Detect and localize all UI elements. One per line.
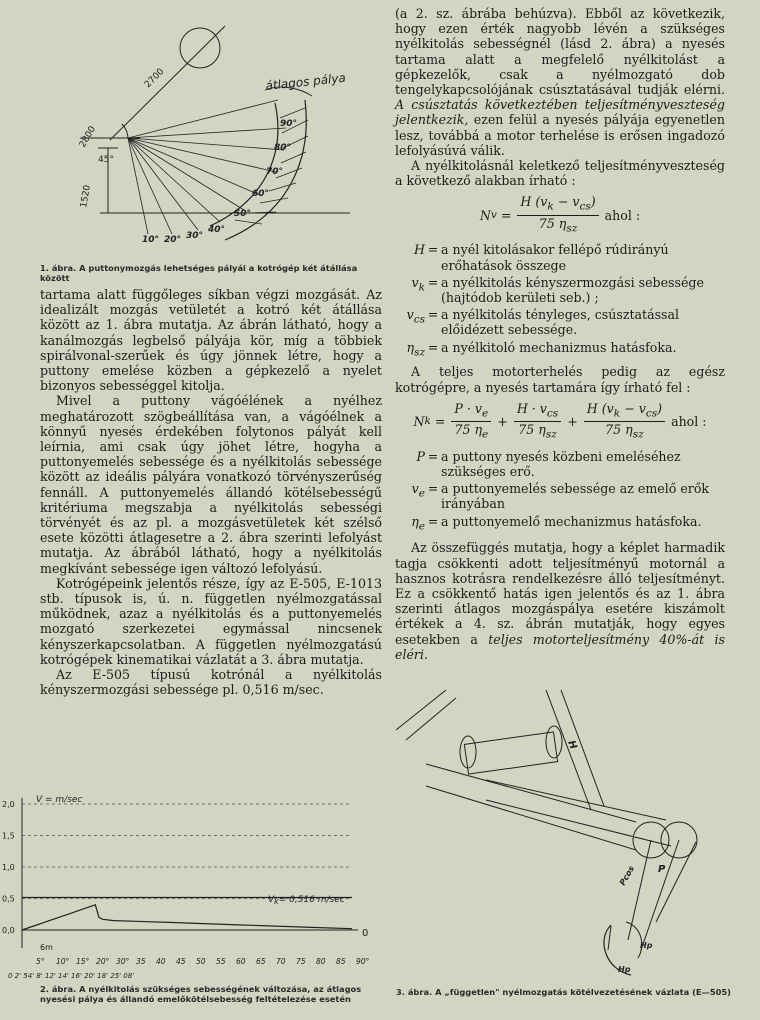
x-tick-label: 60 (236, 957, 246, 966)
angle-20: 20° (164, 235, 182, 245)
label-p: P (658, 864, 666, 875)
x-tick-label: 20° (96, 957, 110, 966)
zero-label: 0 (362, 928, 369, 939)
equation-nk: N k = $\frac{P \cdot v_e}{75 \eta_e}$ + $\frac{H \cdot v_{cs}}{75 \eta_{sz}}$ + $\frac{H (v_k - v_{cs})}{75 \eta_{sz}}$ ahol : (413, 400, 707, 441)
dim-2800: 2800 (77, 124, 99, 150)
angle-50: 50° (234, 209, 252, 219)
x-tick-label: 10° (56, 957, 70, 966)
label-hp-2: Hp (618, 965, 631, 974)
angle-80: 80° (274, 143, 292, 153)
left-paragraph: Mivel a puttony vágóélének a nyélhez meghatározott szögbeállítása van, a vágóélnek a könnyű nyesés érdekében folytonos pályát kell leírnia, ami csak úgy jöhet létre, hogyha a puttonyemelés sebessége és a nyélkitolás sebessége között az ideális pályára vonatkozó törvényszerűség fennáll. A puttonyemelés állandó kötélsebességű kritériuma megszabja a nyélkitolás sebességi törvényét és az pl. a mozgásvetületek két szélső esete közötti átlagesetre a 2. ábra szerinti lefolyást mutatja. Az ábrából látható, hogy a nyélkitolás megkívánt sebessége igen változó lefolyású. (40, 393, 382, 576)
definition-row: $\eta_{sz}$ = a nyélkitoló mechanizmus hatásfoka. (406, 339, 677, 359)
x-tick-label: 75 (296, 957, 306, 966)
definition-row: P = a puttony nyesés közbeni emeléséhez szükséges erő. (416, 448, 681, 480)
label-hp-1: Hp (640, 941, 653, 950)
hoist-drum (464, 732, 557, 774)
right-paragraph-2: A nyélkitolásnál keletkező teljesítményveszteség a következő alakban írható : (395, 158, 725, 189)
figure2-caption: 2. ábra. A nyélkitolás szükséges sebességének változása, az átlagos nyesési pálya és állandó emelőkötélsebesség feltételezése esetén (40, 984, 362, 1004)
figure2-chart (0, 790, 392, 982)
x-tick-label: 55 (216, 957, 226, 966)
angle-45: 45° (98, 155, 114, 165)
x-tick-label: 35 (136, 957, 146, 966)
y-axis-label: V = m/sec (36, 795, 83, 805)
required-speed-line (22, 905, 352, 930)
angle-70: 70° (266, 167, 284, 177)
x-tick-label: 30° (116, 957, 130, 966)
right-paragraph-1: (a 2. sz. ábrába behúzva). Ebből az következik, hogy ezen érték nagyobb lévén a szükséges nyélkitolás sebességnél (lásd 2. ábra) a nyesés tartama alatt a megfelelő nyélkitolást a gépkezelők, csak a nyélmozgató dob tengelykapcsolójának csúsztatásával tudják elérni. A csúsztatás következtében teljesítményveszteség jelentkezik, ezen felül a nyesés pályája egyenetlen lesz, továbbá a motor terhelése is erősen ingadozó lefolyásúvá válik. (395, 6, 725, 158)
right-paragraph-3: A teljes motorterhelés pedig az egész kotrógépre, a nyesés tartamára így írható fel : (395, 364, 725, 395)
angle-30: 30° (186, 231, 204, 241)
label-pcos: Pcos (617, 864, 637, 887)
y-tick-label: 1,5 (2, 831, 15, 841)
figure3-caption: 3. ábra. A „független" nyélmozgatás kötélvezetésének vázlata (E—505) (396, 987, 731, 997)
definition-row: $\eta_e$ = a puttonyemelő mechanizmus hatásfoka. (411, 513, 702, 533)
x-tick-label: 40 (156, 957, 166, 966)
y-tick-label: 0,0 (2, 926, 15, 935)
equation-nv: N v = $\frac{H (v_k - v_{cs})}{75 \eta_{sz}}$ ahol : (479, 194, 641, 235)
definition-row: $v_{cs}$ = a nyélkitolás tényleges, csúsztatással előidézett sebessége. (406, 307, 680, 338)
drum-circle (180, 28, 220, 68)
dim-2700: 2700 (143, 66, 167, 91)
vk-label: $V_K= 0,516$ m/sec (268, 895, 345, 906)
x-tick-label: 15° (76, 957, 90, 966)
left-paragraph: Az E-505 típusú kotrónál a nyélkitolás kényszermozgási sebessége pl. 0,516 m/sec. (40, 667, 382, 698)
x-tick-label: 85 (336, 957, 346, 966)
x-tick-label: 80 (316, 957, 326, 966)
definition-row: $v_k$ = a nyélkitolás kényszermozgási sebessége (hajtódob kerületi seb.) ; (411, 274, 704, 306)
figure1-diagram (50, 8, 380, 260)
figure1-caption: 1. ábra. A puttonymozgás lehetséges pályái a kotrógép két átállása között (40, 263, 358, 283)
x-tick-label: 5° (36, 957, 45, 966)
angle-10: 10° (142, 235, 160, 245)
y-tick-label: 1,0 (2, 863, 15, 872)
definition-row: $v_e$ = a puttonyemelés sebessége az emelő erők irányában (411, 481, 710, 512)
x-tick-label: 90° (356, 957, 370, 966)
x-tick-label: 70 (276, 957, 286, 966)
x-tick-label: 45 (176, 957, 186, 966)
y-tick-label: 0,5 (2, 894, 15, 904)
figure3-diagram (396, 690, 736, 982)
left-paragraph: tartama alatt függőleges síkban végzi mozgását. Az idealizált mozgás vetületét a kotró két átállása között az 1. ábra mutatja. Az ábrán látható, hogy a kanálmozgás legbelső pályája kör, míg a többiek spirálvonal-szerűek és úgy jönnek létre, hogy a puttony emelése közben a gépkezelő a nyelet bizonyos sebességgel kitolja. (40, 287, 382, 394)
x-tick-label: 50 (196, 957, 206, 966)
x-dist-label: 0 2' 54' 8' 12' 14' 16' 20' 18' 25' 08' (8, 972, 135, 980)
right-paragraph-4: Az összefüggés mutatja, hogy a képlet harmadik tagja csökkenti adott teljesítményű motornál a hasznos kotrásra rendelkezésre álló teljesítményt. Ez a csökkentő hatás igen jelentős és az 1. ábra szerinti átlagos mozgáspálya esetére kiszámolt értékek a 4. sz. ábrán mutatják, hogy egyes esetekben a teljes motorteljesítmény 40%-át is eléri. (395, 540, 726, 662)
label-h: H (565, 739, 579, 751)
angle-60: 60° (252, 189, 270, 199)
six-m-label: 6m (40, 943, 53, 952)
x-tick-label: 65 (256, 957, 266, 966)
angle-40: 40° (208, 225, 226, 235)
definition-row: H = a nyél kitolásakor fellépő rúdirányú erőhatások összege (414, 242, 669, 273)
angle-90: 90° (280, 119, 298, 129)
dim-1520: 1520 (79, 184, 93, 209)
y-tick-label: 2,0 (2, 800, 15, 809)
left-paragraph: Kotrógépeink jelentős része, így az E-505, E-1013 stb. típusok is, ú. n. független nyélmozgatással működnek, azaz a nyélkitolás és a puttonyemelés mozgató szerkezetei egymással nincsenek kényszerkapcsolatban. A független nyélmozgatású kotrógépek kinematikai vázlatát a 3. ábra mutatja. (40, 575, 382, 667)
right-column (395, 6, 725, 662)
left-column (40, 287, 382, 697)
path-label: átlagos pálya (264, 70, 347, 93)
